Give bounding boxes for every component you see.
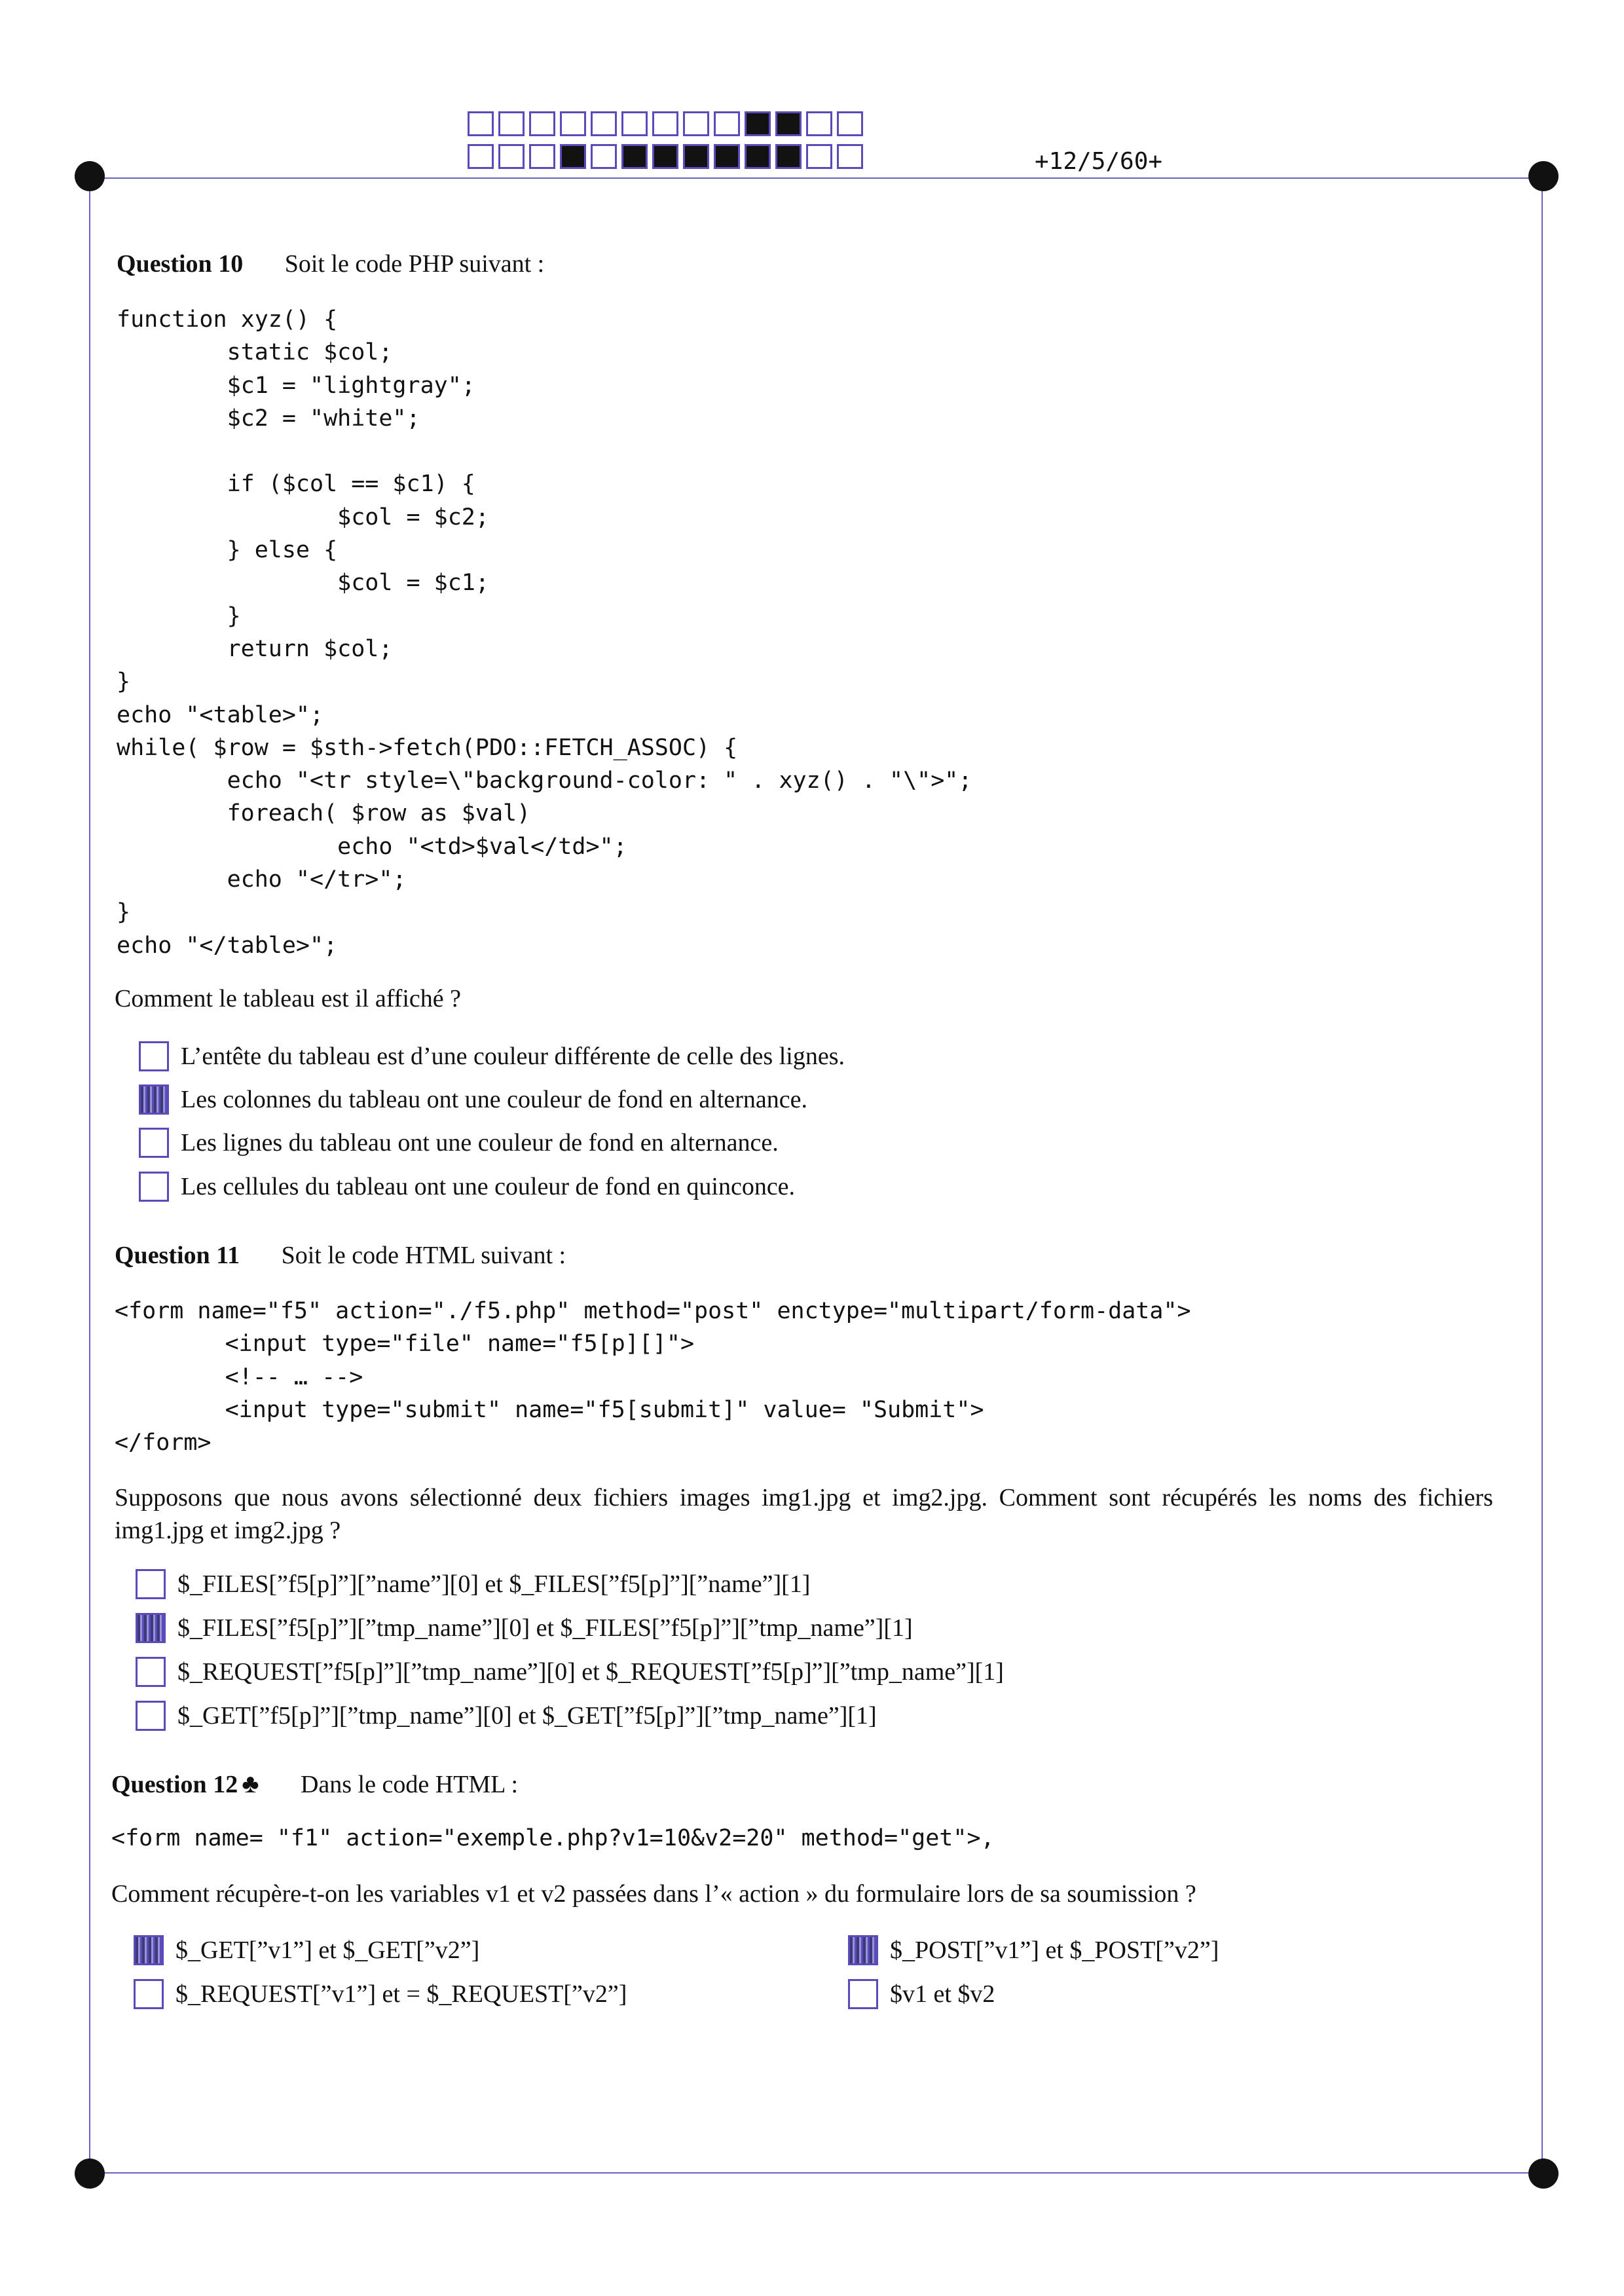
php-code-block: function xyz() { static $col; $c1 = "lightgray"; $c2 = "white"; if ($col == $c1) { $col = $c2; } else { $col = $c1; } return $col; } echo "<table>"; while( $row = $sth->fetch(PDO::FETCH_ASSOC) { echo "<tr style=\"background-color: " . xyz() . "\">"; foreach( $row as $val) echo "<td>$val</td>"; echo "</tr>"; } echo "</table>"; — [117, 306, 972, 959]
answer-label: $_FILES[”f5[p]”][”name”][0] et $_FILES[”f5[p]”][”name”][1] — [177, 1570, 811, 1598]
code-cell — [529, 111, 555, 136]
answer-option[interactable] — [136, 1657, 1004, 1687]
code-cell — [806, 111, 832, 136]
code-cell — [591, 111, 617, 136]
code-cell — [683, 144, 709, 169]
checkbox[interactable] — [139, 1172, 169, 1202]
checkbox[interactable] — [139, 1084, 169, 1115]
question-11-text: Supposons que nous avons sélectionné deux fichiers images img1.jpg et img2.jpg. Comment sont récupérés les noms des fichiers img1.jpg et img2.jpg ? — [115, 1484, 1493, 1544]
checkbox[interactable] — [136, 1613, 166, 1643]
answer-label: Les lignes du tableau ont une couleur de fond en alternance. — [181, 1129, 779, 1157]
question-12-text: Comment récupère-t-on les variables v1 et v2 passées dans l’« action » du formulaire lors de sa soumission ? — [111, 1880, 1196, 1908]
answer-option[interactable] — [136, 1569, 810, 1599]
answer-option[interactable] — [848, 1979, 995, 2009]
corner-mark-top-right — [1528, 161, 1559, 191]
code-cell — [775, 144, 802, 169]
answer-label: $_REQUEST[”v1”] et = $_REQUEST[”v2”] — [175, 1980, 627, 2008]
question-prompt: Soit le code PHP suivant : — [284, 250, 545, 278]
question-prompt: Soit le code HTML suivant : — [281, 1242, 566, 1269]
answer-option[interactable] — [848, 1935, 1219, 1965]
question-11-title — [115, 1241, 566, 1270]
code-cell — [621, 144, 648, 169]
answer-label: Les colonnes du tableau ont une couleur de fond en alternance. — [181, 1086, 808, 1113]
code-cell — [837, 111, 863, 136]
checkbox[interactable] — [848, 1935, 878, 1965]
html-code-block: <form name="f5" action="./f5.php" method="post" enctype="multipart/form-data"> <input type="file" name="f5[p][]"> <!-- … --> <input type="submit" name="f5[submit]" value= "Submit"> </form> — [115, 1298, 1191, 1456]
answer-label: $_FILES[”f5[p]”][”tmp_name”][0] et $_FILES[”f5[p]”][”tmp_name”][1] — [177, 1614, 913, 1642]
answer-option[interactable] — [136, 1613, 913, 1643]
code-cell — [591, 144, 617, 169]
checkbox[interactable] — [136, 1701, 166, 1731]
code-cell — [468, 144, 494, 169]
question-10-title — [117, 250, 544, 278]
answer-option[interactable] — [134, 1935, 479, 1965]
code-cell — [806, 144, 832, 169]
question-prompt: Dans le code HTML : — [300, 1771, 519, 1798]
answer-label: $v1 et $v2 — [890, 1980, 995, 2008]
code-cell — [714, 144, 740, 169]
code-cell — [683, 111, 709, 136]
answer-label: $_GET[”v1”] et $_GET[”v2”] — [175, 1936, 480, 1964]
code-cell — [498, 144, 525, 169]
code-cell — [529, 144, 555, 169]
checkbox[interactable] — [134, 1935, 164, 1965]
answer-label: $_REQUEST[”f5[p]”][”tmp_name”][0] et $_REQUEST[”f5[p]”][”tmp_name”][1] — [177, 1658, 1004, 1686]
answer-option[interactable] — [134, 1979, 627, 2009]
corner-mark-bottom-left — [75, 2158, 105, 2189]
code-cell — [837, 144, 863, 169]
checkbox[interactable] — [136, 1569, 166, 1599]
page-identifier: +12/5/60+ — [1035, 148, 1163, 175]
code-cell — [745, 144, 771, 169]
code-cell — [468, 111, 494, 136]
answer-option[interactable] — [139, 1128, 779, 1158]
question-number: Question 12 ♣ — [111, 1769, 259, 1798]
code-cell — [621, 111, 648, 136]
code-cell — [560, 144, 586, 169]
answer-label: Les cellules du tableau ont une couleur de fond en quinconce. — [181, 1173, 796, 1200]
question-12-title — [111, 1768, 518, 1799]
club-symbol: ♣ — [242, 1769, 259, 1798]
answer-option[interactable] — [139, 1172, 795, 1202]
id-code-row-2 — [468, 144, 868, 169]
code-cell — [745, 111, 771, 136]
code-cell — [714, 111, 740, 136]
corner-mark-top-left — [75, 161, 105, 191]
answer-option[interactable] — [136, 1701, 877, 1731]
checkbox[interactable] — [134, 1979, 164, 2009]
question-10-text: Comment le tableau est il affiché ? — [115, 985, 461, 1012]
checkbox[interactable] — [136, 1657, 166, 1687]
checkbox[interactable] — [848, 1979, 878, 2009]
answer-label: $_POST[”v1”] et $_POST[”v2”] — [890, 1936, 1219, 1964]
question-number: Question 11 — [115, 1242, 240, 1269]
html-code-line: <form name= "f1" action="exemple.php?v1=10&v2=20" method="get">, — [111, 1825, 995, 1851]
question-number: Question 10 — [117, 250, 244, 278]
answer-option[interactable] — [139, 1041, 845, 1071]
code-cell — [498, 111, 525, 136]
code-cell — [652, 111, 678, 136]
id-code-row-1 — [468, 111, 868, 136]
answer-label: L’entête du tableau est d’une couleur différente de celle des lignes. — [181, 1043, 845, 1070]
corner-mark-bottom-right — [1528, 2158, 1559, 2189]
code-cell — [775, 111, 802, 136]
answer-label: $_GET[”f5[p]”][”tmp_name”][0] et $_GET[”f5[p]”][”tmp_name”][1] — [177, 1702, 877, 1730]
checkbox[interactable] — [139, 1128, 169, 1158]
checkbox[interactable] — [139, 1041, 169, 1071]
answer-option[interactable] — [139, 1084, 807, 1115]
code-cell — [652, 144, 678, 169]
code-cell — [560, 111, 586, 136]
